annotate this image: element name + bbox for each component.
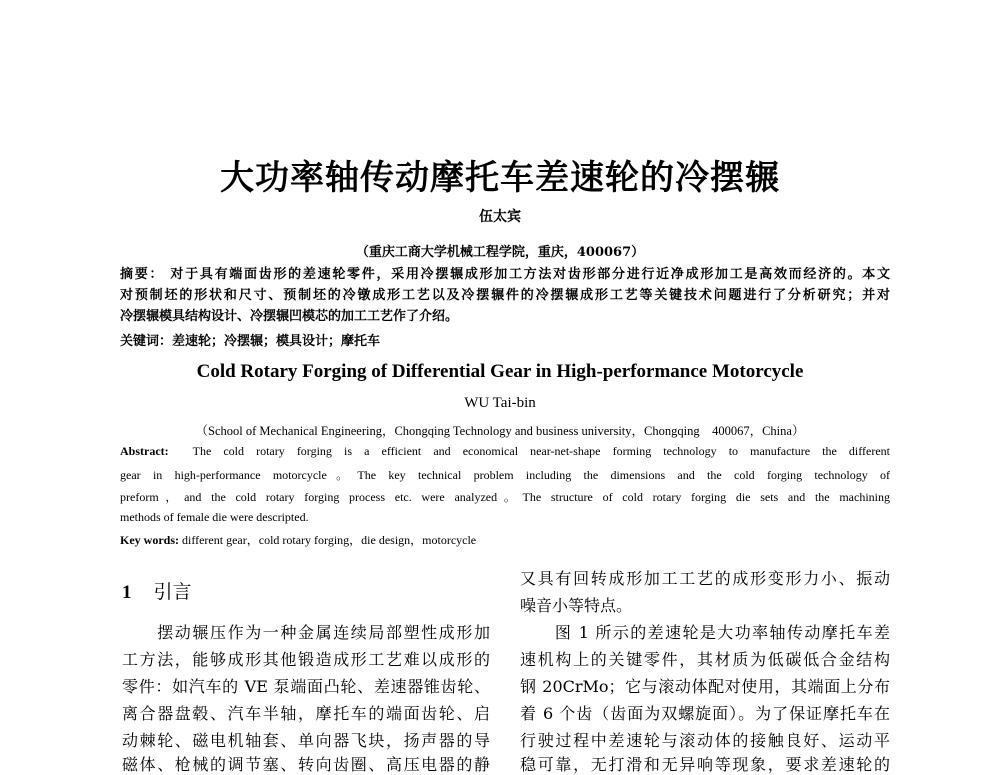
keywords-en: Key words: different gear，cold rotary forging，die design，motorcycle	[120, 533, 477, 547]
abstract-en-line: preform，and the cold rotary forging process etc. were analyzed。The structure of cold rotary forging die sets and the machining	[120, 490, 890, 504]
body-line: 图 1 所示的差速轮是大功率轴传动摩托车差	[520, 623, 890, 642]
abstract-cn-line: 摘要： 对于具有端面齿形的差速轮零件，采用冷摆辗成形加工方法对齿形部分进行近净成形加工是高效而经济的。本文	[120, 267, 890, 282]
abstract-cn-line: 对预制坯的形状和尺寸、预制坯的冷镦成形工艺以及冷摆辗件的冷摆辗成形工艺等关键技术问题进行了分析研究；并对	[120, 288, 890, 303]
affiliation-cn: （重庆工商大学机械工程学院，重庆，400067）	[355, 245, 645, 260]
author-en: WU Tai-bin	[464, 395, 536, 411]
body-line: 稳可靠，无打滑和无异响等现象，要求差速轮的	[520, 755, 890, 774]
body-line: 又具有回转成形加工工艺的成形变形力小、振动	[520, 569, 890, 588]
body-line: 零件：如汽车的 VE 泵端面凸轮、差速器锥齿轮、	[122, 677, 490, 696]
paper-title-en: Cold Rotary Forging of Differential Gear in High-performance Motorcycle	[196, 361, 804, 382]
body-line: 噪音小等特点。	[520, 596, 633, 615]
affiliation-en: （School of Mechanical Engineering，Chongqing Technology and business university，Chongqing 400067，China）	[195, 424, 805, 438]
paper-title-cn: 大功率轴传动摩托车差速轮的冷摆辗	[220, 158, 780, 198]
body-line: 行驶过程中差速轮与滚动体的接触良好、运动平	[520, 731, 890, 750]
body-line: 摆动辗压作为一种金属连续局部塑性成形加	[122, 623, 490, 642]
abstract-cn-line: 冷摆辗模具结构设计、冷摆辗凹模芯的加工工艺作了介绍。	[120, 309, 459, 324]
abstract-cn-label: 摘要：	[120, 267, 165, 282]
keywords-cn: 关键词：差速轮；冷摆辗；模具设计；摩托车	[120, 334, 381, 349]
body-line: 磁体、枪械的调节塞、转向齿圈、高压电器的静	[122, 755, 490, 774]
body-line: 钢 20CrMo；它与滚动体配对使用，其端面上分布	[520, 677, 890, 696]
body-line: 工方法，能够成形其他锻造成形工艺难以成形的	[122, 650, 490, 669]
author-cn: 伍太宾	[479, 209, 521, 225]
abstract-en-line: gear in high-performance motorcycle。The key technical problem including the dimensions and the cold forging technology of	[120, 468, 890, 482]
abstract-en-line: Abstract: The cold rotary forging is a efficient and economical near-net-shape forming technology to manufacture the different	[120, 444, 890, 458]
body-line: 离合器盘毂、汽车半轴，摩托车的端面齿轮、启	[122, 704, 490, 723]
body-line: 速机构上的关键零件，其材质为低碳低合金结构	[520, 650, 890, 669]
body-line: 着 6 个齿（齿面为双螺旋面）。为了保证摩托车在	[520, 704, 890, 723]
body-line: 动棘轮、磁电机轴套、单向器飞块，扬声器的导	[122, 731, 490, 750]
section-heading: 1 引言	[122, 581, 192, 603]
abstract-en-label: Abstract:	[120, 444, 169, 458]
abstract-en-line: methods of female die were descripted.	[120, 510, 309, 524]
